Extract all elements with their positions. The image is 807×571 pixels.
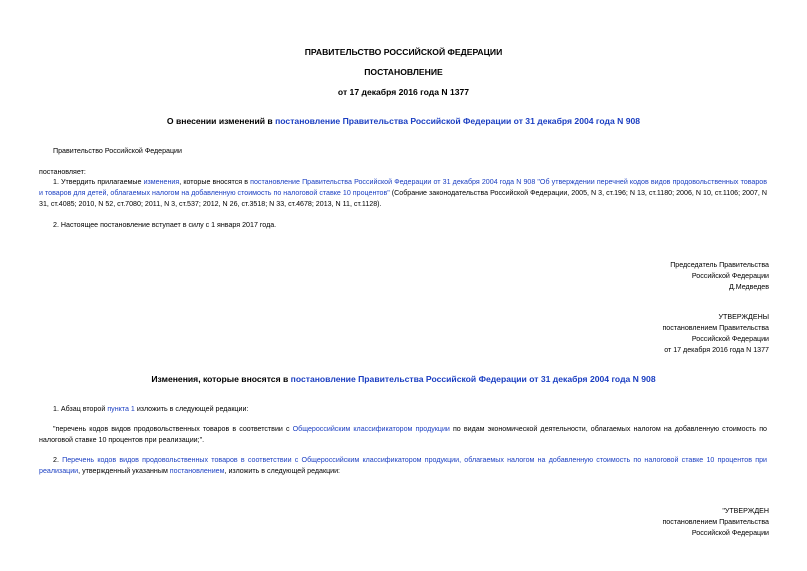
title-prefix: О внесении изменений в bbox=[166, 116, 276, 126]
quoted-text: "перечень кодов видов продовольственных товаров в соответствии с Общероссийским классификатором продукции по видам экономической деятельности, облагаемых налогом на добавленную стоимость по налоговой ставке 10 процентов при реализации;". bbox=[39, 425, 767, 444]
point-1-link[interactable]: пункта 1 bbox=[107, 405, 135, 413]
approval-country: Российской Федерации bbox=[691, 335, 769, 343]
signature-block bbox=[670, 260, 769, 293]
approval-by: постановлением Правительства bbox=[662, 324, 769, 332]
government-heading: ПРАВИТЕЛЬСТВО РОССИЙСКОЙ ФЕДЕРАЦИИ bbox=[304, 47, 503, 57]
paragraph-1: 1. Утвердить прилагаемые изменения, которые вносятся в постановление Правительства Российской Федерации от 31 декабря 2004 года N 908 "Об утверждении перечней кодов видов продовольственных товаров и товаров для детей, облагаемых налогом на добавленную стоимость по налоговой ставке 10 процентов" (Собрание законодательства Российской Федерации, 2005, N 3, ст.196; N 13, ст.1180; 2006, N 10, ст.1106; 2007, N 31, ст.4085; 2010, N 52, ст.7080; 2011, N 3, ст.537; 2012, N 26, ст.3518; N 33, ст.4678; 2013, N 11, ст.1128). bbox=[39, 178, 767, 208]
approval2-heading: "УТВЕРЖДЕН bbox=[722, 507, 769, 515]
changes-title bbox=[0, 374, 807, 384]
decree-word: постановляет: bbox=[39, 168, 86, 176]
changes-title-prefix: Изменения, которые вносятся в bbox=[151, 374, 291, 384]
approval2-by: постановлением Правительства bbox=[662, 518, 769, 526]
change-item-2: 2. Перечень кодов видов продовольственных товаров в соответствии с Общероссийским классификатором продукции, облагаемых налогом на добавленную стоимость по налоговой ставке 10 процентов при реализации, утвержденный указанным постановлением, изложить в следующей редакции: bbox=[39, 456, 767, 475]
decree-link[interactable]: постановлением bbox=[169, 467, 225, 475]
paragraph-2: 2. Настоящее постановление вступает в силу с 1 января 2017 года. bbox=[53, 221, 277, 229]
intro-text: Правительство Российской Федерации bbox=[53, 147, 182, 155]
signature-country: Российской Федерации bbox=[691, 272, 769, 280]
approval2-country: Российской Федерации bbox=[691, 529, 769, 537]
change-item-1: 1. Абзац второй пункта 1 изложить в следующей редакции: bbox=[53, 405, 249, 413]
list-link[interactable]: Перечень кодов видов продовольственных товаров в соответствии с Общероссийским классификатором продукции, облагаемых налогом на добавленную стоимость по налоговой ставке 10 процентов при реализации bbox=[39, 456, 767, 475]
title-link[interactable]: постановление Правительства Российской Федерации от 31 декабря 2004 года N 908 bbox=[275, 116, 641, 126]
decree-908-link[interactable]: постановление Правительства Российской Федерации от 31 декабря 2004 года N 908 "Об утверждении перечней кодов видов продовольственных товаров и товаров для детей, облагаемых налогом на добавленную стоимость по налоговой ставке 10 процентов" bbox=[39, 178, 767, 197]
document-date: от 17 декабря 2016 года N 1377 bbox=[337, 87, 470, 97]
classifier-link[interactable]: Общероссийским классификатором продукции bbox=[292, 425, 450, 433]
approval-block-2 bbox=[662, 506, 769, 539]
signature-name: Д.Медведев bbox=[728, 283, 769, 291]
signature-position: Председатель Правительства bbox=[670, 261, 769, 269]
document-type: ПОСТАНОВЛЕНИЕ bbox=[364, 67, 443, 77]
changes-title-link[interactable]: постановление Правительства Российской Федерации от 31 декабря 2004 года N 908 bbox=[290, 374, 656, 384]
changes-link[interactable]: изменения bbox=[143, 178, 180, 186]
approval-date: от 17 декабря 2016 года N 1377 bbox=[664, 346, 769, 354]
document-title bbox=[0, 116, 807, 126]
approval-heading: УТВЕРЖДЕНЫ bbox=[718, 313, 769, 321]
approval-block bbox=[662, 312, 769, 356]
